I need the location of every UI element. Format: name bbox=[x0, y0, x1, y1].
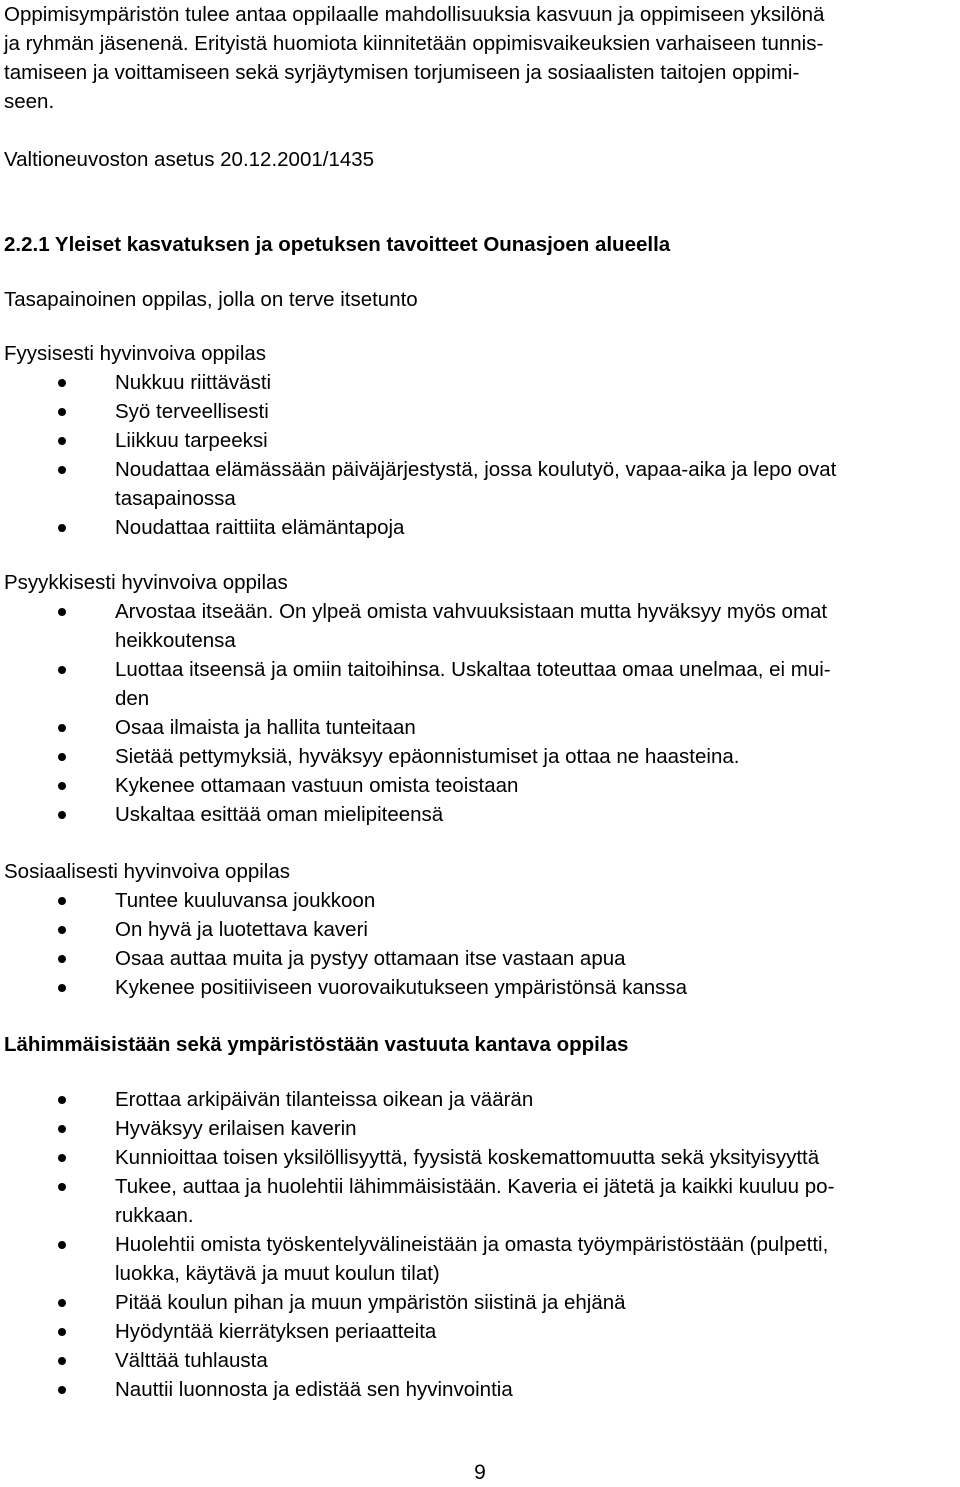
intro-line: seen. bbox=[4, 90, 55, 113]
page-number: 9 bbox=[474, 1461, 486, 1484]
list-item-text: Uskaltaa esittää oman mielipiteensä bbox=[115, 803, 444, 826]
list-item-text: Välttää tuhlausta bbox=[115, 1349, 268, 1372]
bullet-icon bbox=[58, 926, 66, 934]
list-physical bbox=[4, 368, 956, 542]
group-title-social: Sosiaalisesti hyvinvoiva oppilas bbox=[4, 860, 291, 883]
list-item-text: Arvostaa itseään. On ylpeä omista vahvuuksistaan mutta hyväksyy myös omat bbox=[115, 600, 828, 623]
list-psychological bbox=[4, 597, 956, 829]
bullet-icon bbox=[58, 466, 66, 474]
intro-paragraph bbox=[4, 0, 956, 116]
bullet-icon bbox=[58, 1328, 66, 1336]
bullet-icon bbox=[58, 1096, 66, 1104]
list-item bbox=[4, 771, 956, 800]
list-item bbox=[4, 1172, 956, 1230]
group-title-responsibility: Lähimmäisistään sekä ympäristöstään vastuuta kantava oppilas bbox=[4, 1033, 629, 1056]
list-item bbox=[4, 800, 956, 829]
list-item bbox=[4, 886, 956, 915]
list-item-text: rukkaan. bbox=[115, 1204, 194, 1227]
list-item bbox=[4, 455, 956, 513]
list-item bbox=[4, 1230, 956, 1288]
list-item-text: Tuntee kuuluvansa joukkoon bbox=[115, 889, 376, 912]
bullet-icon bbox=[58, 379, 66, 387]
list-item-text: heikkoutensa bbox=[115, 629, 236, 652]
bullet-icon bbox=[58, 1125, 66, 1133]
list-item-text: tasapainossa bbox=[115, 487, 236, 510]
list-item bbox=[4, 1143, 956, 1172]
list-item bbox=[4, 713, 956, 742]
list-item bbox=[4, 397, 956, 426]
list-item bbox=[4, 742, 956, 771]
list-item-text: Huolehtii omista työskentelyvälineistään ja omasta työympäristöstään (pulpetti, bbox=[115, 1233, 829, 1256]
document-page bbox=[4, 0, 956, 1404]
intro-line: ja ryhmän jäsenenä. Erityistä huomiota kiinnitetään oppimisvaikeuksien varhaiseen tunnis- bbox=[4, 32, 824, 55]
list-item bbox=[4, 1346, 956, 1375]
list-item-text: Erottaa arkipäivän tilanteissa oikean ja väärän bbox=[115, 1088, 534, 1111]
bullet-icon bbox=[58, 666, 66, 674]
bullet-icon bbox=[58, 408, 66, 416]
bullet-icon bbox=[58, 1154, 66, 1162]
list-item-text: Osaa ilmaista ja hallita tunteitaan bbox=[115, 716, 416, 739]
section-heading: 2.2.1 Yleiset kasvatuksen ja opetuksen tavoitteet Ounasjoen alueella bbox=[4, 233, 671, 256]
list-item-text: luokka, käytävä ja muut koulun tilat) bbox=[115, 1262, 440, 1285]
list-item bbox=[4, 973, 956, 1002]
list-item-text: Osaa auttaa muita ja pystyy ottamaan itse vastaan apua bbox=[115, 947, 626, 970]
bullet-icon bbox=[58, 955, 66, 963]
bullet-icon bbox=[58, 724, 66, 732]
group-title-psychological: Psyykkisesti hyvinvoiva oppilas bbox=[4, 571, 288, 594]
bullet-icon bbox=[58, 753, 66, 761]
bullet-icon bbox=[58, 811, 66, 819]
list-item-text: Tukee, auttaa ja huolehtii lähimmäisistään. Kaveria ei jätetä ja kaikki kuuluu po- bbox=[115, 1175, 835, 1198]
bullet-icon bbox=[58, 1241, 66, 1249]
section-subheading: Tasapainoinen oppilas, jolla on terve itsetunto bbox=[4, 288, 418, 311]
bullet-icon bbox=[58, 1183, 66, 1191]
bullet-icon bbox=[58, 897, 66, 905]
list-item bbox=[4, 368, 956, 397]
list-item bbox=[4, 655, 956, 713]
list-item bbox=[4, 1317, 956, 1346]
group-title-physical: Fyysisesti hyvinvoiva oppilas bbox=[4, 342, 267, 365]
bullet-icon bbox=[58, 1299, 66, 1307]
bullet-icon bbox=[58, 524, 66, 532]
bullet-icon bbox=[58, 984, 66, 992]
list-item-text: Luottaa itseensä ja omiin taitoihinsa. Uskaltaa toteuttaa omaa unelmaa, ei mui- bbox=[115, 658, 831, 681]
list-item bbox=[4, 1085, 956, 1114]
list-item-text: Kykenee positiiviseen vuorovaikutukseen ympäristönsä kanssa bbox=[115, 976, 688, 999]
list-item-text: Nauttii luonnosta ja edistää sen hyvinvointia bbox=[115, 1378, 513, 1401]
list-item-text: Noudattaa raittiita elämäntapoja bbox=[115, 516, 405, 539]
list-item-text: Nukkuu riittävästi bbox=[115, 371, 272, 394]
bullet-icon bbox=[58, 1357, 66, 1365]
list-item-text: Noudattaa elämässään päiväjärjestystä, jossa koulutyö, vapaa-aika ja lepo ovat bbox=[115, 458, 837, 481]
list-item-text: Kunnioittaa toisen yksilöllisyyttä, fyysistä koskemattomuutta sekä yksityisyyttä bbox=[115, 1146, 820, 1169]
list-item bbox=[4, 513, 956, 542]
list-item-text: Pitää koulun pihan ja muun ympäristön siistinä ja ehjänä bbox=[115, 1291, 626, 1314]
bullet-icon bbox=[58, 1386, 66, 1394]
list-item-text: Hyödyntää kierrätyksen periaatteita bbox=[115, 1320, 437, 1343]
list-item-text: den bbox=[115, 687, 150, 710]
list-item bbox=[4, 944, 956, 973]
list-item-text: Liikkuu tarpeeksi bbox=[115, 429, 268, 452]
bullet-icon bbox=[58, 608, 66, 616]
list-item bbox=[4, 597, 956, 655]
bullet-icon bbox=[58, 782, 66, 790]
list-responsibility bbox=[4, 1085, 956, 1404]
list-item-text: On hyvä ja luotettava kaveri bbox=[115, 918, 368, 941]
list-item bbox=[4, 1375, 956, 1404]
bullet-icon bbox=[58, 437, 66, 445]
list-item-text: Kykenee ottamaan vastuun omista teoistaan bbox=[115, 774, 519, 797]
list-social bbox=[4, 886, 956, 1002]
list-item bbox=[4, 1288, 956, 1317]
list-item-text: Syö terveellisesti bbox=[115, 400, 269, 423]
intro-line: tamiseen ja voittamiseen sekä syrjäytymisen torjumiseen ja sosiaalisten taitojen oppimi- bbox=[4, 61, 800, 84]
list-item bbox=[4, 426, 956, 455]
decree-reference: Valtioneuvoston asetus 20.12.2001/1435 bbox=[4, 148, 375, 171]
intro-line: Oppimisympäristön tulee antaa oppilaalle mahdollisuuksia kasvuun ja oppimiseen yksilönä bbox=[4, 3, 825, 26]
list-item-text: Hyväksyy erilaisen kaverin bbox=[115, 1117, 357, 1140]
list-item-text: Sietää pettymyksiä, hyväksyy epäonnistumiset ja ottaa ne haasteina. bbox=[115, 745, 740, 768]
list-item bbox=[4, 915, 956, 944]
list-item bbox=[4, 1114, 956, 1143]
